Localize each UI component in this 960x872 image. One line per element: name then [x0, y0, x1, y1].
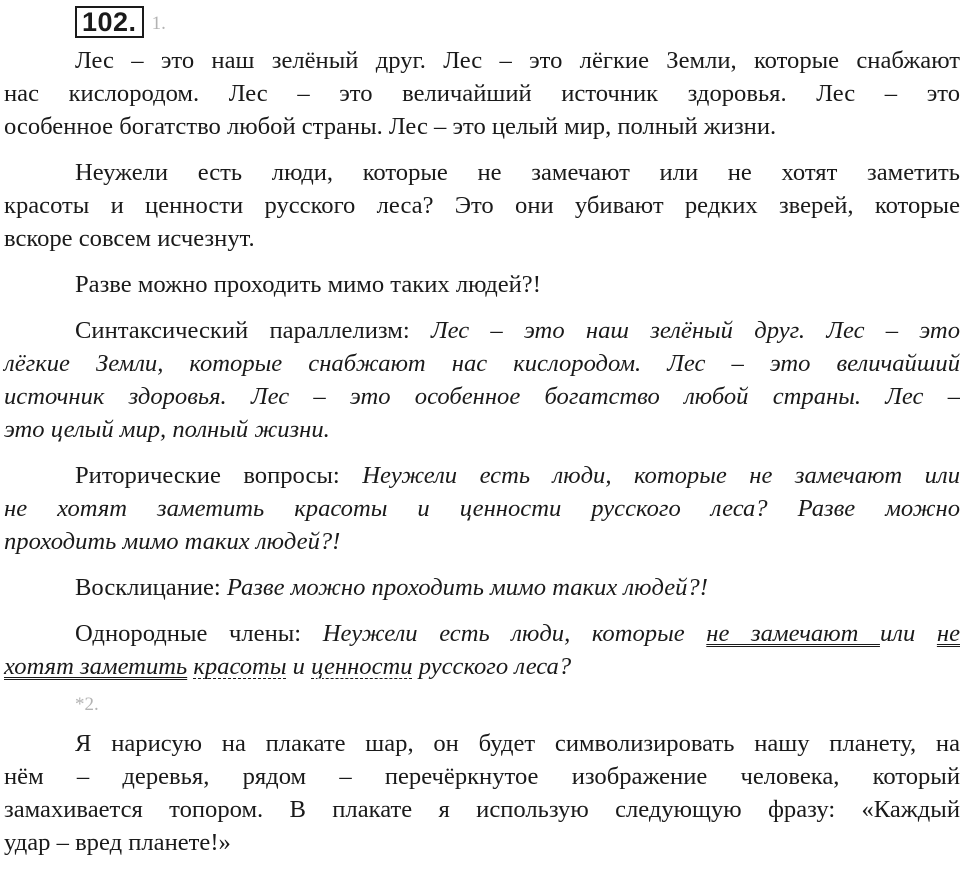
line: Разве можно проходить мимо таких людей?!	[75, 271, 541, 298]
line: замахивается топором. В плакате я использую следующую фразу: «Каждый	[4, 796, 960, 823]
example: и	[286, 653, 312, 680]
line: Лес – это наш зелёный друг. Лес – это лёгкие Земли, которые снабжают	[75, 47, 960, 74]
line	[4, 650, 960, 683]
example: лёгкие Земли, которые снабжают нас кислородом. Лес – это величайший	[4, 350, 960, 377]
line: красоты и ценности русского леса? Это они убивают редких зверей, которые	[4, 192, 960, 219]
line: удар – вред планете!»	[4, 829, 231, 856]
predicate-underlined: хотят заметить	[4, 653, 188, 680]
line: Я нарисую на плакате шар, он будет символизировать нашу планету, на	[75, 730, 960, 757]
line: вскоре совсем исчезнут.	[4, 225, 255, 252]
example: Неужели есть люди, которые не замечают или	[362, 462, 960, 489]
paragraph-rhetorical	[4, 459, 960, 558]
paragraph-people	[4, 156, 960, 255]
paragraph-parallelism	[4, 314, 960, 446]
exercise-text	[4, 44, 960, 872]
exercise-header	[75, 4, 166, 38]
line	[4, 314, 960, 347]
paragraph-forest	[4, 44, 960, 143]
paragraph-homogeneous	[4, 617, 960, 683]
example: источник здоровья. Лес – это особенное богатство любой страны. Лес –	[4, 383, 960, 410]
predicate-underlined: не замечают	[706, 620, 880, 647]
line: особенное богатство любой страны. Лес – это целый мир, полный жизни.	[4, 113, 777, 140]
term-label: Восклицание:	[75, 574, 227, 601]
example: Лес – это наш зелёный друг. Лес – это	[430, 317, 960, 344]
paragraph-poster	[4, 727, 960, 859]
exercise-number: 102.	[75, 6, 144, 38]
object-underlined: ценности	[311, 653, 413, 680]
example: Разве можно проходить мимо таких людей?!	[226, 574, 708, 601]
term-label: Однородные члены:	[75, 620, 323, 647]
task-1-marker: 1.	[151, 13, 166, 34]
predicate-underlined: не	[936, 620, 960, 647]
example: это целый мир, полный жизни.	[4, 416, 330, 443]
example: или	[879, 620, 937, 647]
line: нас кислородом. Лес – это величайший источник здоровья. Лес – это	[4, 80, 960, 107]
term-label: Синтаксический параллелизм:	[75, 317, 431, 344]
line: нём – деревья, рядом – перечёркнутое изображение человека, который	[4, 763, 960, 790]
example: не хотят заметить красоты и ценности русского леса? Разве можно	[4, 495, 960, 522]
object-underlined: красоты	[193, 653, 287, 680]
paragraph-exclamation	[4, 571, 960, 604]
term-label: Риторические вопросы:	[75, 462, 363, 489]
example: русского леса?	[412, 653, 572, 680]
example: проходить мимо таких людей?!	[4, 528, 341, 555]
paragraph-question	[4, 268, 960, 301]
line	[4, 459, 960, 492]
task-2-marker: *2.	[75, 694, 99, 715]
line	[4, 617, 960, 650]
line: Неужели есть люди, которые не замечают или не хотят заметить	[75, 159, 960, 186]
example: Неужели есть люди, которые	[322, 620, 707, 647]
line	[4, 571, 960, 604]
